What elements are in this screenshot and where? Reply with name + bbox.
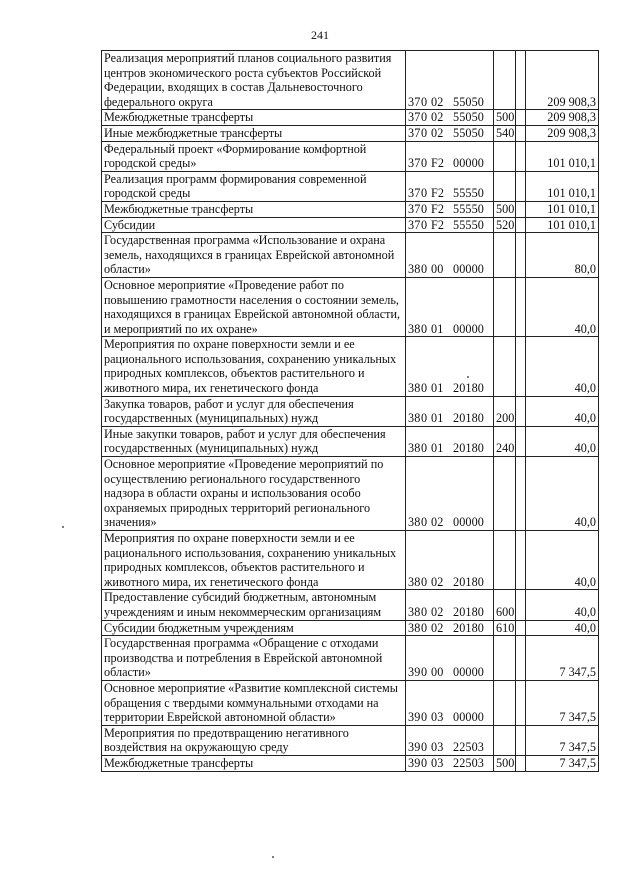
row-name: Субсидии: [102, 217, 406, 233]
row-target-code: [406, 125, 494, 141]
code-part: 39: [408, 740, 421, 755]
row-name: Субсидии бюджетным учреждениям: [102, 620, 406, 636]
table-row: [102, 337, 599, 396]
code-part: F2: [431, 156, 445, 171]
row-name: Мероприятия по охране поверхности земли и ее рационального использования, сохранению уникальных природных комплексов, объектов растительного и животного мира, их генетического фонда: [102, 531, 406, 590]
row-amount: 40,0: [526, 396, 599, 426]
row-expense-type: [494, 51, 516, 110]
code-part: 01: [431, 411, 444, 426]
code-part: 20180: [453, 604, 484, 619]
row-name: Основное мероприятие «Проведение работ по повышению грамотности населения о состоянии земель, находящихся в границах Еврейской автономной области, и мероприятий по их охране»: [102, 277, 406, 336]
code-part: 00: [431, 665, 444, 680]
row-empty-cell: [516, 755, 526, 771]
row-amount: 40,0: [526, 337, 599, 396]
code-part: 20180: [453, 620, 484, 635]
code-part: 02: [431, 604, 444, 619]
row-name: Основное мероприятие «Развитие комплексной системы обращения с твердыми коммунальными отходами на территории Еврейской автономной области»: [102, 680, 406, 725]
row-expense-type: [494, 531, 516, 590]
row-target-code: [406, 110, 494, 126]
table-row: [102, 531, 599, 590]
row-empty-cell: [516, 141, 526, 171]
code-part: 0: [421, 217, 428, 232]
code-part: 22503: [453, 755, 484, 770]
row-target-code: [406, 396, 494, 426]
row-expense-type: 240: [494, 426, 516, 456]
code-part: 20180: [453, 411, 484, 426]
row-target-code: [406, 217, 494, 233]
scan-speck: [62, 526, 64, 528]
row-amount: 7 347,5: [526, 636, 599, 681]
code-part: 38: [408, 620, 421, 635]
row-empty-cell: [516, 233, 526, 278]
code-part: F2: [431, 217, 445, 232]
code-part: 02: [431, 620, 444, 635]
row-amount: 40,0: [526, 277, 599, 336]
row-target-code: [406, 636, 494, 681]
code-part: 20180: [453, 574, 484, 589]
code-part: 38: [408, 381, 421, 396]
table-row: [102, 725, 599, 755]
code-part: 02: [431, 125, 444, 140]
row-target-code: [406, 725, 494, 755]
code-part: 22503: [453, 740, 484, 755]
code-part: 39: [408, 755, 421, 770]
table-row: [102, 396, 599, 426]
row-expense-type: [494, 171, 516, 201]
row-expense-type: 600: [494, 590, 516, 620]
code-part: 0: [421, 262, 428, 277]
row-target-code: [406, 233, 494, 278]
row-name: Межбюджетные трансферты: [102, 201, 406, 217]
code-part: 0: [421, 411, 428, 426]
row-target-code: [406, 680, 494, 725]
row-target-code: [406, 51, 494, 110]
table-row: [102, 755, 599, 771]
row-expense-type: [494, 337, 516, 396]
row-empty-cell: [516, 51, 526, 110]
row-empty-cell: [516, 125, 526, 141]
row-amount: 40,0: [526, 620, 599, 636]
row-amount: 40,0: [526, 531, 599, 590]
code-part: 55550: [453, 217, 484, 232]
row-expense-type: [494, 636, 516, 681]
table-row: [102, 233, 599, 278]
table-row: [102, 680, 599, 725]
code-part: 38: [408, 604, 421, 619]
row-amount: 7 347,5: [526, 755, 599, 771]
row-name: Реализация программ формирования современной городской среды: [102, 171, 406, 201]
row-amount: 40,0: [526, 426, 599, 456]
code-part: 55050: [453, 110, 484, 125]
code-part: 55550: [453, 186, 484, 201]
row-amount: 40,0: [526, 590, 599, 620]
table-row: [102, 171, 599, 201]
row-empty-cell: [516, 217, 526, 233]
code-part: 01: [431, 441, 444, 456]
code-part: 0: [421, 604, 428, 619]
code-part: 0: [421, 740, 428, 755]
code-part: 00000: [453, 321, 484, 336]
code-part: 37: [408, 110, 421, 125]
code-part: 0: [421, 186, 428, 201]
code-part: 0: [421, 125, 428, 140]
row-amount: 209 908,3: [526, 51, 599, 110]
row-name: Межбюджетные трансферты: [102, 110, 406, 126]
code-part: 0: [421, 156, 428, 171]
row-empty-cell: [516, 110, 526, 126]
row-name: Государственная программа «Использование и охрана земель, находящихся в границах Еврейской автономной области»: [102, 233, 406, 278]
row-target-code: [406, 457, 494, 531]
row-target-code: [406, 171, 494, 201]
code-part: 38: [408, 411, 421, 426]
code-part: 00000: [453, 515, 484, 530]
code-part: 38: [408, 262, 421, 277]
scan-speck: [467, 376, 469, 378]
row-expense-type: 500: [494, 755, 516, 771]
row-empty-cell: [516, 457, 526, 531]
code-part: 00000: [453, 710, 484, 725]
row-name: Закупка товаров, работ и услуг для обеспечения государственных (муниципальных) нужд: [102, 396, 406, 426]
row-name: Иные межбюджетные трансферты: [102, 125, 406, 141]
code-part: 38: [408, 515, 421, 530]
table-row: [102, 141, 599, 171]
row-target-code: [406, 620, 494, 636]
page-number: 241: [311, 28, 329, 42]
code-part: 0: [421, 515, 428, 530]
table-row: [102, 426, 599, 456]
code-part: 00000: [453, 156, 484, 171]
row-expense-type: [494, 457, 516, 531]
row-name: Реализация мероприятий планов социального развития центров экономического роста субъектов Российской Федерации, входящих в состав Дальневосточного федерального округа: [102, 51, 406, 110]
row-target-code: [406, 590, 494, 620]
row-name: Межбюджетные трансферты: [102, 755, 406, 771]
code-part: 02: [431, 574, 444, 589]
row-name: Мероприятия по охране поверхности земли и ее рационального использования, сохранению уникальных природных комплексов, объектов растительного и животного мира, их генетического фонда: [102, 337, 406, 396]
code-part: 0: [421, 710, 428, 725]
row-target-code: [406, 337, 494, 396]
row-empty-cell: [516, 337, 526, 396]
row-expense-type: 520: [494, 217, 516, 233]
row-target-code: [406, 531, 494, 590]
row-name: Основное мероприятие «Проведение мероприятий по осуществлению регионального государственного надзора в области охраны и использования особо охраняемых природных территорий регионального значения»: [102, 457, 406, 531]
row-amount: 209 908,3: [526, 110, 599, 126]
code-part: 01: [431, 321, 444, 336]
row-expense-type: 500: [494, 201, 516, 217]
code-part: 00000: [453, 262, 484, 277]
code-part: F2: [431, 186, 445, 201]
table-row: [102, 277, 599, 336]
row-amount: 101 010,1: [526, 141, 599, 171]
code-part: 0: [421, 201, 428, 216]
row-expense-type: 200: [494, 396, 516, 426]
code-part: 37: [408, 125, 421, 140]
row-amount: 40,0: [526, 457, 599, 531]
table-row: [102, 457, 599, 531]
code-part: 0: [421, 665, 428, 680]
table-row: [102, 217, 599, 233]
code-part: F2: [431, 201, 445, 216]
budget-table-body: [102, 51, 599, 772]
budget-table: [101, 50, 599, 772]
row-amount: 7 347,5: [526, 725, 599, 755]
code-part: 00000: [453, 665, 484, 680]
code-part: 20180: [453, 441, 484, 456]
row-empty-cell: [516, 396, 526, 426]
row-amount: 101 010,1: [526, 201, 599, 217]
row-expense-type: [494, 141, 516, 171]
row-expense-type: 540: [494, 125, 516, 141]
row-empty-cell: [516, 426, 526, 456]
code-part: 0: [421, 441, 428, 456]
table-row: [102, 590, 599, 620]
code-part: 03: [431, 710, 444, 725]
code-part: 37: [408, 156, 421, 171]
row-name: Предоставление субсидий бюджетным, автономным учреждениям и иным некоммерческим организациям: [102, 590, 406, 620]
code-part: 01: [431, 381, 444, 396]
row-empty-cell: [516, 531, 526, 590]
row-empty-cell: [516, 636, 526, 681]
row-expense-type: [494, 680, 516, 725]
code-part: 37: [408, 201, 421, 216]
code-part: 00: [431, 262, 444, 277]
code-part: 03: [431, 755, 444, 770]
row-expense-type: [494, 233, 516, 278]
code-part: 0: [421, 574, 428, 589]
row-empty-cell: [516, 620, 526, 636]
row-amount: 101 010,1: [526, 171, 599, 201]
code-part: 55050: [453, 94, 484, 109]
row-target-code: [406, 141, 494, 171]
row-expense-type: 610: [494, 620, 516, 636]
code-part: 38: [408, 574, 421, 589]
row-target-code: [406, 426, 494, 456]
row-empty-cell: [516, 277, 526, 336]
code-part: 39: [408, 710, 421, 725]
row-expense-type: [494, 277, 516, 336]
row-empty-cell: [516, 171, 526, 201]
code-part: 0: [421, 381, 428, 396]
row-empty-cell: [516, 680, 526, 725]
row-amount: 209 908,3: [526, 125, 599, 141]
code-part: 0: [421, 94, 428, 109]
code-part: 55050: [453, 125, 484, 140]
table-row: [102, 110, 599, 126]
code-part: 0: [421, 755, 428, 770]
row-target-code: [406, 201, 494, 217]
code-part: 02: [431, 110, 444, 125]
code-part: 0: [421, 620, 428, 635]
scan-speck: [272, 856, 274, 858]
table-row: [102, 125, 599, 141]
code-part: 03: [431, 740, 444, 755]
code-part: 02: [431, 515, 444, 530]
table-row: [102, 201, 599, 217]
code-part: 39: [408, 665, 421, 680]
code-part: 55550: [453, 201, 484, 216]
code-part: 02: [431, 94, 444, 109]
row-empty-cell: [516, 201, 526, 217]
row-expense-type: 500: [494, 110, 516, 126]
code-part: 38: [408, 441, 421, 456]
table-row: [102, 620, 599, 636]
code-part: 38: [408, 321, 421, 336]
row-name: Федеральный проект «Формирование комфортной городской среды»: [102, 141, 406, 171]
row-empty-cell: [516, 725, 526, 755]
code-part: 37: [408, 186, 421, 201]
row-empty-cell: [516, 590, 526, 620]
table-row: [102, 636, 599, 681]
table-row: [102, 51, 599, 110]
row-name: Иные закупки товаров, работ и услуг для обеспечения государственных (муниципальных) нужд: [102, 426, 406, 456]
code-part: 37: [408, 217, 421, 232]
code-part: 20180: [453, 381, 484, 396]
code-part: 0: [421, 110, 428, 125]
row-expense-type: [494, 725, 516, 755]
row-target-code: [406, 277, 494, 336]
row-amount: 7 347,5: [526, 680, 599, 725]
row-name: Государственная программа «Обращение с отходами производства и потребления в Еврейской автономной области»: [102, 636, 406, 681]
row-amount: 101 010,1: [526, 217, 599, 233]
code-part: 0: [421, 321, 428, 336]
row-target-code: [406, 755, 494, 771]
code-part: 37: [408, 94, 421, 109]
row-name: Мероприятия по предотвращению негативного воздействия на окружающую среду: [102, 725, 406, 755]
row-amount: 80,0: [526, 233, 599, 278]
